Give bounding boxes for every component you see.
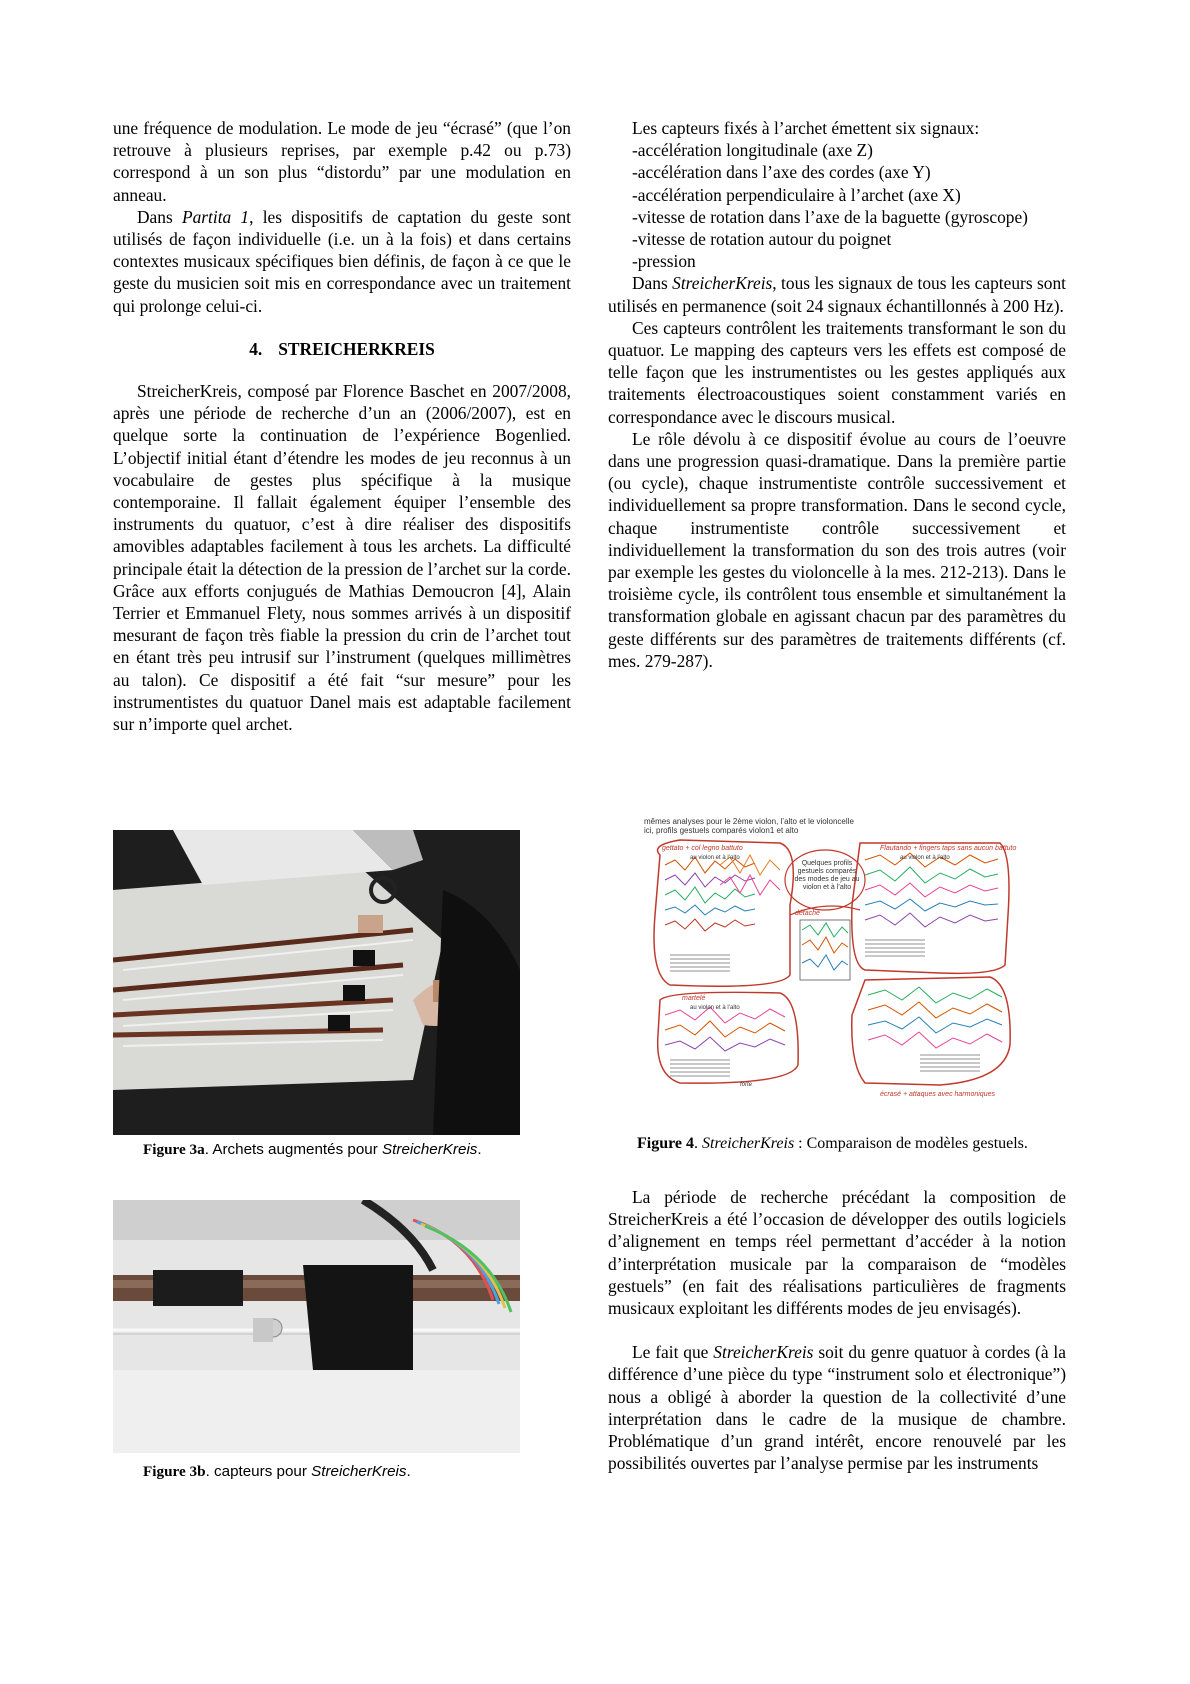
paragraph: Dans StreicherKreis, tous les signaux de tous les capteurs sont utilisés en permanence (soit 24 signaux échantillonnés à 200 Hz). — [608, 273, 1066, 316]
paragraph: une fréquence de modulation. Le mode de jeu “écrasé” (que l’on retrouve à plusieurs reprises, par exemple p.42 ou p.73) correspond à un son plus “distordu” par une modulation en anneau. — [113, 118, 571, 205]
paragraph: StreicherKreis, composé par Florence Baschet en 2007/2008, après une période de recherche d’un an (2006/2007), est en quelque sorte la continuation de l’expérience Bogenlied. L’objectif initial étant d’étendre les modes de jeu reconnus à un vocabulaire de gestes plus spécifique à la musique contemporaine. Il fallait également équiper l’ensemble des instruments du quatuor, c’est à dire réaliser des dispositifs amovibles adaptables facilement à tous les archets. La difficulté principale était la détection de la pression de l’archet sur la corde. Grâce aux efforts conjugués de Mathias Demoucron [4], Alain Terrier et Emmanuel Flety, nous sommes arrivés à un dispositif mesurant de façon très fiable la pression du crin de l’archet tout en étant très peu intrusif sur l’instrument (quelques millimètres au talon). Ce dispositif a été fait “sur mesure” pour les instrumentistes du quatuor Danel mais est adaptable facilement sur n’importe quel archet. — [113, 381, 571, 735]
figure-4-small: au violon et à l’alto — [690, 855, 740, 861]
figure-4-center-label: Quelques profils gestuels comparés des modes de jeu au violon et à l’alto — [794, 860, 860, 891]
figure-3a-caption: Figure 3a. Archets augmentés pour StreicherKreis. — [143, 1141, 482, 1158]
paragraph: Le fait que StreicherKreis soit du genre quatuor à cordes (à la différence d’une pièce du type “instrument solo et électronique”) nous a obligé à aborder la question de la collectivité d’une interprétation dans le cadre de la musique de chambre. Problématique d’un grand intérêt, encore renouvelé par les possibilités ouvertes par l’analyse permise par les instruments — [608, 1342, 1066, 1474]
sensor-item: -accélération perpendiculaire à l’archet (axe X) — [632, 184, 961, 205]
sensors-intro: Les capteurs fixés à l’archet émettent six signaux: — [632, 118, 980, 138]
figure-4-label: martelé — [682, 995, 706, 1002]
left-column — [113, 117, 571, 735]
paragraph: Ces capteurs contrôlent les traitements transformant le son du quatuor. Le mapping des capteurs vers les effets est composé de telle façon que les instrumentistes ou les gestes appliqués aux traitements électroacoustiques soient constamment variés en correspondance avec le discours musical. — [608, 317, 1066, 427]
figure-3b-caption: Figure 3b. capteurs pour StreicherKreis. — [143, 1463, 411, 1480]
figure-4-label: détaché — [795, 910, 820, 917]
figure-4-small: au violon et à l’alto — [900, 855, 950, 861]
right-column — [608, 117, 1066, 672]
figure-4-caption: Figure 4. StreicherKreis : Comparaison de modèles gestuels. — [637, 1135, 1028, 1152]
figure-3a-photo — [113, 830, 520, 1135]
figure-4-small: forte — [740, 1082, 753, 1088]
sensor-item: -vitesse de rotation dans l’axe de la baguette (gyroscope) — [632, 206, 1028, 227]
sensor-item: -accélération dans l’axe des cordes (axe Y) — [632, 162, 931, 183]
paragraph: La période de recherche précédant la composition de StreicherKreis a été l’occasion de développer des outils logiciels d’alignement en temps réel permettant d’accéder à la notion d’interprétation musicale par la comparaison de “modèles gestuels” (en fait des réalisations particulières de fragments musicaux exploitant les différents modes de jeu envisagés). — [608, 1187, 1066, 1319]
figure-4-label: gettato + col legno battuto — [662, 845, 743, 852]
figure-4-diagram — [640, 815, 1020, 1110]
paragraph: Le rôle dévolu à ce dispositif évolue au cours de l’oeuvre dans une progression quasi-dramatique. Dans la première partie (ou cycle), chaque instrumentiste contrôle successivement et individuellement sa propre transformation. Dans le second cycle, chaque instrumentiste contrôle successivement et individuellement la transformation du son des trois autres (voir par exemple les gestes du violoncelle à la mes. 212-213). Dans le troisième cycle, ils contrôlent tous ensemble et simultanément la transformation globale en agissant chacun par des paramètres du geste différents sur des paramètres de traitements différents (cf. mes. 279-287). — [608, 428, 1066, 671]
sensor-item: -vitesse de rotation autour du poignet — [632, 229, 892, 250]
figure-4-small: au violon et à l’alto — [690, 1005, 740, 1011]
paragraph: Dans Partita 1, les dispositifs de captation du geste sont utilisés de façon individuelle (i.e. un à la fois) et dans certains contextes musicaux spécifiques bien définis, de façon à ce que le geste du musicien soit mis en correspondance avec un traitement qui prolonge celui-ci. — [113, 206, 572, 316]
figure-4-label: écrasé + attaques avec harmoniques — [880, 1091, 995, 1098]
right-column-lower — [608, 1186, 1066, 1474]
sensor-item: -pression — [632, 251, 696, 272]
figure-4-note: mêmes analyses pour le 2ème violon, l’alto et le violoncelle — [644, 817, 854, 826]
section-heading: 4. STREICHERKREIS — [249, 338, 435, 359]
figure-4-label: Flautando + fingers taps sans aucun battuto — [880, 845, 1017, 852]
figure-3b-photo — [113, 1200, 520, 1453]
figure-4-note: ici, profils gestuels comparés violon1 et alto — [644, 826, 799, 835]
sensor-item: -accélération longitudinale (axe Z) — [632, 140, 873, 161]
